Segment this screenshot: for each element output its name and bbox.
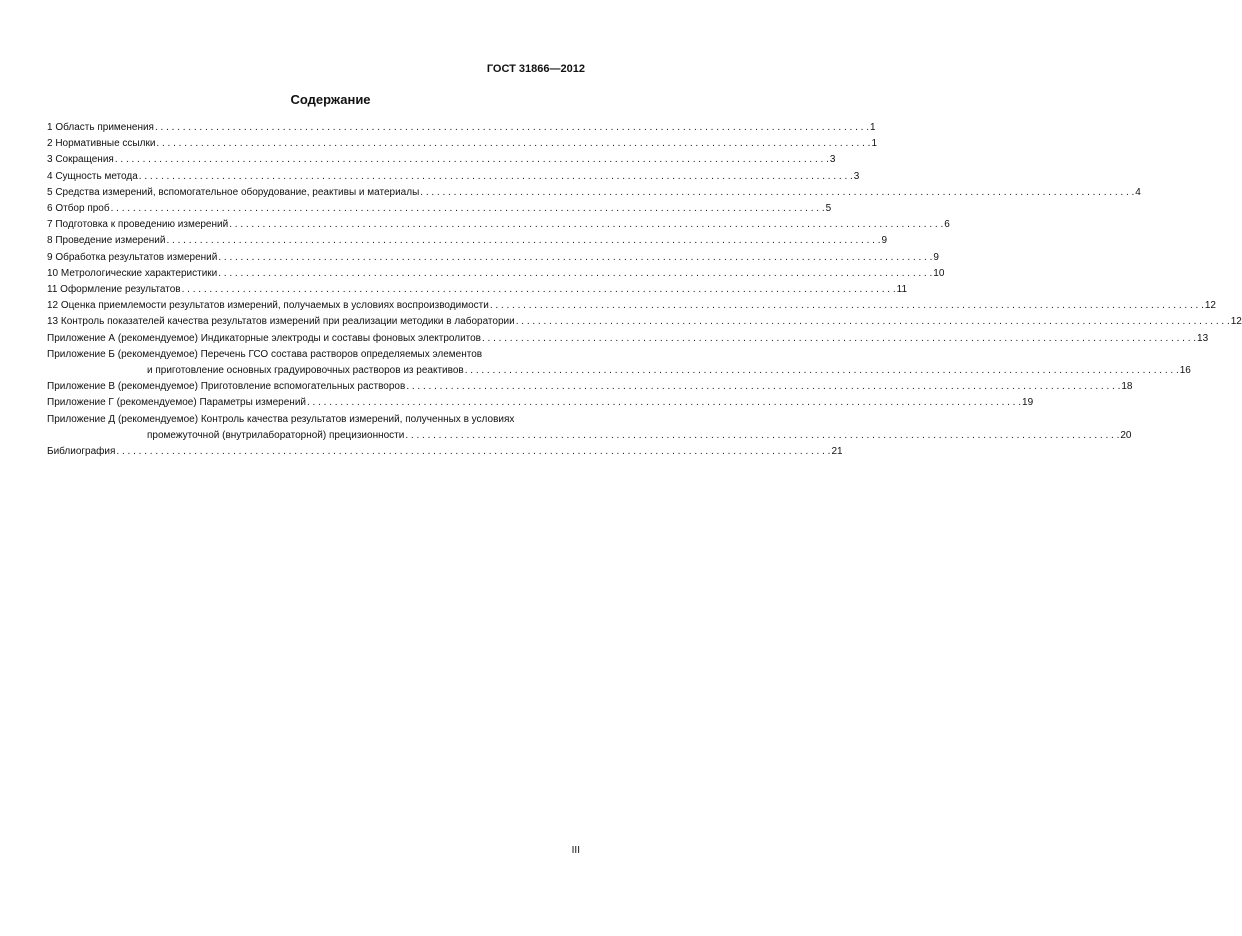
toc-entry[interactable] (47, 169, 860, 185)
toc-entry[interactable] (47, 201, 832, 217)
toc-entry-page: 12 (1204, 300, 1216, 312)
toc-entry-title: 9 Обработка результатов измерений (47, 251, 218, 263)
toc-entry-title: 7 Подготовка к проведению измерений (47, 219, 229, 231)
toc-entry-title: Приложение Б (рекомендуемое) Перечень ГСО состава растворов определяемых элементов (47, 348, 483, 360)
toc-leader (405, 428, 1119, 444)
toc-entry[interactable] (47, 233, 888, 249)
toc-entry-page: 21 (831, 446, 843, 458)
toc-entry-title: Приложение Д (рекомендуемое) Контроль качества результатов измерений, полученных в условиях (47, 413, 515, 425)
toc-appendix-b[interactable] (47, 347, 1191, 379)
toc-entry[interactable] (47, 298, 1216, 314)
toc-leader (490, 298, 1204, 314)
toc-leader (482, 331, 1196, 347)
toc-entry-title: 1 Область применения (47, 122, 154, 133)
toc-entry-title: Библиография (47, 446, 116, 458)
toc-entry-page: 6 (944, 219, 950, 231)
toc-entry-page: 11 (896, 284, 908, 296)
toc-entry-title: 3 Сокращения (47, 154, 114, 166)
toc-appendix-v[interactable] (47, 379, 1133, 395)
toc-entry[interactable] (47, 185, 1141, 201)
toc-entry-title: 13 Контроль показателей качества результатов измерений при реализации методики в лаборатории (47, 316, 515, 328)
toc-appendix-g[interactable] (47, 395, 1034, 411)
page-title: Содержание (290, 92, 371, 107)
toc-entry[interactable] (47, 217, 950, 233)
toc-leader (218, 266, 932, 282)
toc-bibliography[interactable] (47, 444, 843, 460)
toc-entry-title-cont: промежуточной (внутрилабораторной) прецизионности (147, 429, 405, 441)
toc-entry-page: 3 (853, 170, 860, 182)
toc-entry-title: 11 Оформление результатов (47, 284, 181, 296)
toc-entry[interactable] (47, 120, 876, 136)
toc-entry-title: 2 Нормативные ссылки (47, 138, 156, 150)
toc-entry-title: Приложение В (рекомендуемое) Приготовление вспомогательных растворов (47, 381, 406, 393)
toc-leader (307, 395, 1021, 411)
toc-leader (218, 250, 932, 266)
toc-entry-page: 1 (871, 138, 878, 150)
toc-entry[interactable] (47, 152, 836, 168)
toc-entry[interactable] (47, 136, 878, 152)
toc-leader (516, 314, 1230, 330)
toc-entry-page: 16 (1179, 365, 1191, 377)
toc-entry-title: 5 Средства измерений, вспомогательное оборудование, реактивы и материалы (47, 186, 420, 198)
toc-leader (111, 201, 825, 217)
toc-leader (229, 217, 943, 233)
toc-leader (406, 379, 1120, 395)
toc-entry[interactable] (47, 282, 908, 298)
toc-entry-title: 4 Сущность метода (47, 170, 138, 182)
page-number: III (571, 845, 580, 856)
toc-entry-page: 18 (1121, 381, 1133, 393)
toc-leader (156, 136, 870, 152)
toc-entry[interactable] (47, 314, 1242, 330)
toc-leader (166, 233, 880, 249)
toc-entry-page: 9 (933, 251, 939, 263)
table-of-contents (47, 120, 1242, 460)
toc-entry-page: 13 (1197, 332, 1209, 344)
toc-entry-page: 19 (1022, 397, 1034, 409)
toc-leader (465, 363, 1179, 379)
toc-entry-title: 8 Проведение измерений (47, 235, 166, 247)
toc-entry-page: 20 (1120, 429, 1132, 441)
toc-leader (115, 152, 829, 168)
toc-entry-title: Приложение Г (рекомендуемое) Параметры измерений (47, 397, 306, 409)
toc-entry-title: 10 Метрологические характеристики (47, 267, 218, 279)
toc-leader (155, 120, 869, 136)
toc-leader (420, 185, 1134, 201)
toc-entry-page: 9 (881, 235, 888, 247)
toc-entry-page: 10 (933, 267, 945, 279)
toc-leader (182, 282, 896, 298)
toc-leader (116, 444, 830, 460)
toc-entry-page: 3 (829, 154, 836, 166)
document-code: ГОСТ 31866—2012 (486, 63, 585, 75)
toc-entry-page: 12 (1230, 316, 1242, 328)
toc-entry[interactable] (47, 250, 939, 266)
toc-entry-page: 5 (825, 203, 832, 215)
toc-appendix-d[interactable] (47, 412, 1132, 444)
toc-entry-title: 6 Отбор проб (47, 203, 110, 215)
toc-entry-page: 1 (870, 122, 876, 133)
toc-entry-title-cont: и приготовление основных градуировочных растворов из реактивов (147, 365, 464, 377)
toc-entry[interactable] (47, 266, 945, 282)
toc-entry-title: 12 Оценка приемлемости результатов измерений, получаемых в условиях воспроизводимости (47, 300, 489, 312)
toc-entry-title: Приложение А (рекомендуемое) Индикаторные электроды и составы фоновых электролитов (47, 332, 481, 344)
toc-entry-page: 4 (1135, 186, 1141, 198)
toc-appendix-a[interactable] (47, 331, 1209, 347)
toc-leader (139, 169, 853, 185)
